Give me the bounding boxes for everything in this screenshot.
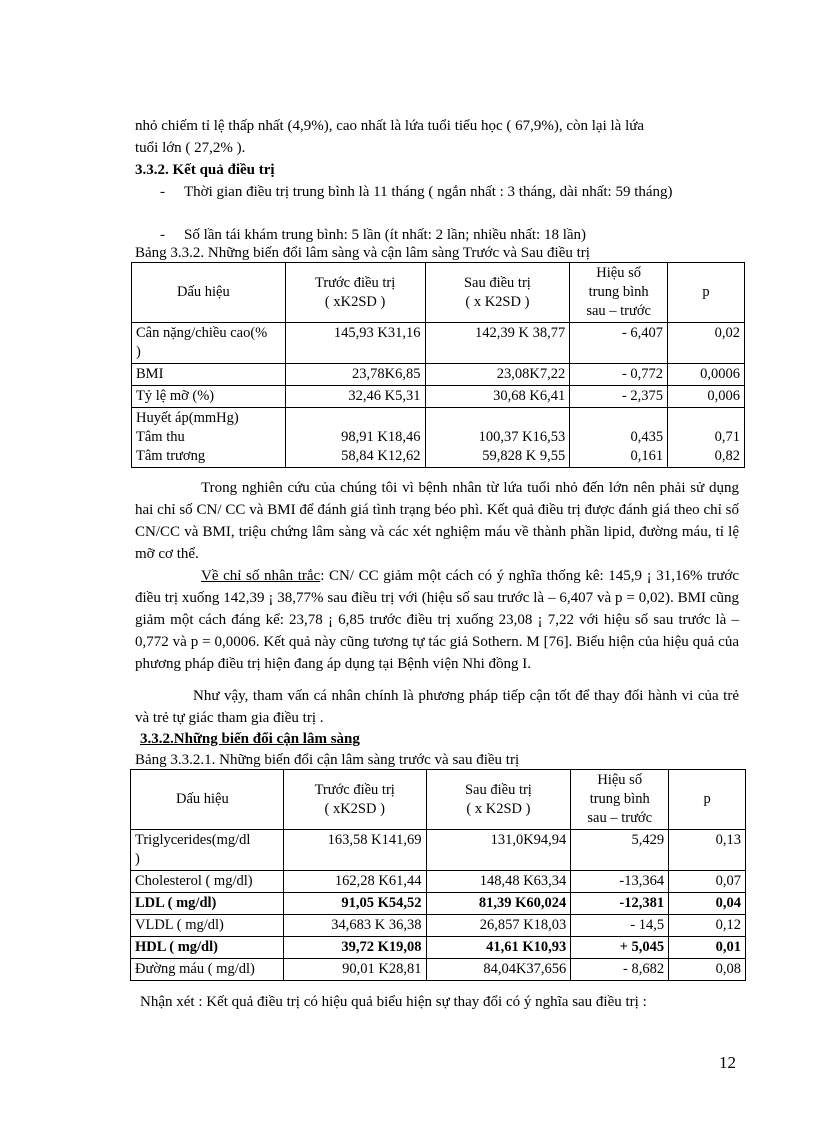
cell-value: 81,39 K60,024 <box>426 893 571 915</box>
lab-changes-table <box>130 769 746 981</box>
header-sign: Dấu hiệu <box>131 770 284 830</box>
cell-value: 0,0006 <box>668 364 745 386</box>
section-heading-treatment-results: 3.3.2. Kết quả điều trị <box>135 162 275 178</box>
table-row <box>131 959 746 981</box>
cell-value: 142,39 K 38,77 <box>425 323 570 364</box>
bullet-marker: - <box>160 184 165 200</box>
intro-line-1: nhỏ chiếm tỉ lệ thấp nhất (4,9%), cao nhất là lứa tuổi tiểu học ( 67,9%), còn lại là lứa <box>135 118 645 134</box>
cell-value: 162,28 K61,44 <box>283 871 426 893</box>
cell-value: 148,48 K63,34 <box>426 871 571 893</box>
cell-value: 0,13 <box>669 830 746 871</box>
table-row <box>132 408 745 468</box>
table-row <box>131 915 746 937</box>
cell-value: - 0,772 <box>570 364 668 386</box>
header-before: Trước điều trị ( xK2SD ) <box>283 770 426 830</box>
cell-sign: LDL ( mg/dl) <box>131 893 284 915</box>
header-difference: Hiệu số trung bình sau – trước <box>571 770 669 830</box>
paragraph-anthropometry <box>135 565 739 675</box>
cell-value: - 2,375 <box>570 386 668 408</box>
cell-value: 32,46 K5,31 <box>285 386 425 408</box>
cell-sign: Cân nặng/chiều cao(% ) <box>132 323 286 364</box>
cell-sign: BMI <box>132 364 286 386</box>
cell-value: 90,01 K28,81 <box>283 959 426 981</box>
cell-value: 91,05 K54,52 <box>283 893 426 915</box>
header-p: p <box>668 263 745 323</box>
cell-sign: Triglycerides(mg/dl ) <box>131 830 284 871</box>
page-number: 12 <box>719 1053 736 1072</box>
intro-line-2: tuổi lớn ( 27,2% ). <box>135 140 246 156</box>
header-after: Sau điều trị ( x K2SD ) <box>425 263 570 323</box>
cell-sign: VLDL ( mg/dl) <box>131 915 284 937</box>
table-header-row <box>132 263 745 323</box>
clinical-changes-table <box>131 262 745 468</box>
cell-value: 41,61 K10,93 <box>426 937 571 959</box>
cell-value: - 14,5 <box>571 915 669 937</box>
cell-value: 0,12 <box>669 915 746 937</box>
cell-value: 84,04K37,656 <box>426 959 571 981</box>
cell-value: 39,72 K19,08 <box>283 937 426 959</box>
table-caption: Bảng 3.3.2.1. Những biến đổi cận lâm sàng trước và sau điều trị <box>135 752 520 768</box>
cell-value: - 6,407 <box>570 323 668 364</box>
header-difference: Hiệu số trung bình sau – trước <box>570 263 668 323</box>
header-sign: Dấu hiệu <box>132 263 286 323</box>
list-item-text: Thời gian điều trị trung bình là 11 tháng ( ngắn nhất : 3 tháng, dài nhất: 59 tháng) <box>184 184 673 200</box>
cell-value: 98,91 K18,46 58,84 K12,62 <box>285 408 425 468</box>
section-heading-lab-changes: 3.3.2.Những biến đổi cận lâm sàng <box>140 731 360 747</box>
table-row <box>131 830 746 871</box>
paragraph-study: Trong nghiên cứu của chúng tôi vì bệnh nhân từ lứa tuổi nhỏ đến lớn nên phải sử dụng hai chỉ số CN/ CC và BMI để đánh giá tình trạng béo phì. Kết quả điều trị được đánh giá theo chỉ số CN/CC và BMI, triệu chứng lâm sàng và các xét nghiệm máu về thành phần lipid, đường máu, tỉ lệ mỡ cơ thể. <box>135 480 739 562</box>
cell-value: 23,78K6,85 <box>285 364 425 386</box>
anthropometry-label: Về chỉ số nhân trắc <box>201 568 321 584</box>
table-row <box>131 893 746 915</box>
cell-value: 145,93 K31,16 <box>285 323 425 364</box>
header-p: p <box>669 770 746 830</box>
table-row <box>132 386 745 408</box>
remark: Nhận xét : Kết quả điều trị có hiệu quả biểu hiện sự thay đổi có ý nghĩa sau điều trị : <box>140 994 647 1010</box>
cell-sign: Đường máu ( mg/dl) <box>131 959 284 981</box>
table-caption: Bảng 3.3.2. Những biến đổi lâm sàng và cận lâm sàng Trước và Sau điều trị <box>135 245 590 261</box>
cell-value: 0,01 <box>669 937 746 959</box>
cell-value: 5,429 <box>571 830 669 871</box>
cell-value: 34,683 K 36,38 <box>283 915 426 937</box>
cell-value: 23,08K7,22 <box>425 364 570 386</box>
table-row <box>132 364 745 386</box>
table-row <box>132 323 745 364</box>
cell-value: -12,381 <box>571 893 669 915</box>
cell-value: 0,04 <box>669 893 746 915</box>
cell-sign: Tỷ lệ mỡ (%) <box>132 386 286 408</box>
cell-value: 26,857 K18,03 <box>426 915 571 937</box>
list-item-text: Số lần tái khám trung bình: 5 lần (ít nhất: 2 lần; nhiều nhất: 18 lần) <box>184 227 587 243</box>
cell-value: 0,71 0,82 <box>668 408 745 468</box>
cell-sign: Huyết áp(mmHg) Tâm thu Tâm trương <box>132 408 286 468</box>
cell-value: 0,435 0,161 <box>570 408 668 468</box>
cell-value: - 8,682 <box>571 959 669 981</box>
cell-value: 0,02 <box>668 323 745 364</box>
cell-value: -13,364 <box>571 871 669 893</box>
cell-sign: HDL ( mg/dl) <box>131 937 284 959</box>
cell-value: + 5,045 <box>571 937 669 959</box>
bullet-marker: - <box>160 227 165 243</box>
cell-sign: Cholesterol ( mg/dl) <box>131 871 284 893</box>
cell-value: 30,68 K6,41 <box>425 386 570 408</box>
header-after: Sau điều trị ( x K2SD ) <box>426 770 571 830</box>
cell-value: 0,08 <box>669 959 746 981</box>
cell-value: 0,07 <box>669 871 746 893</box>
cell-value: 163,58 K141,69 <box>283 830 426 871</box>
cell-value: 0,006 <box>668 386 745 408</box>
anthropometry-text: : CN/ CC giảm một cách có ý nghĩa thống kê: 145,9 ¡ 31,16% trước điều trị xuống 142,39 ¡ 38,77% sau điều trị với (hiệu số sau trước là – 6,407 và p = 0,02). BMI cũng giảm một cách đáng kể: 23,78 ¡ 6,85 trước điều trị xuống 23,08 ¡ 7,22 với hiệu số sau trước là – 0,772 và p = 0,0006. Kết quả này cũng tương tự tác giả Sothern. M [76]. Biểu hiện của hiệu quả của phương pháp điều trị hiện đang áp dụng tại Bệnh viện Nhi đồng I. <box>135 568 739 672</box>
paragraph-counseling: Như vậy, tham vấn cá nhân chính là phương pháp tiếp cận tốt để thay đổi hành vi của trẻ và trẻ tự giác tham gia điều trị . <box>135 688 739 726</box>
cell-value: 131,0K94,94 <box>426 830 571 871</box>
header-before: Trước điều trị ( xK2SD ) <box>285 263 425 323</box>
table-row <box>131 937 746 959</box>
table-row <box>131 871 746 893</box>
cell-value: 100,37 K16,53 59,828 K 9,55 <box>425 408 570 468</box>
table-header-row <box>131 770 746 830</box>
